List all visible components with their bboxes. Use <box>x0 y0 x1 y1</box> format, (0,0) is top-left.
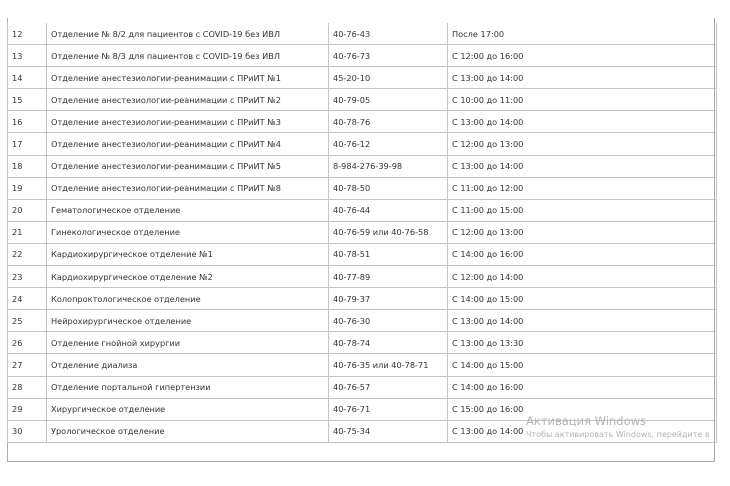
table-row <box>8 155 717 177</box>
department-name: Отделение анестезиологии-реанимации с ПРиИТ №8 <box>47 177 329 199</box>
phone-number: 40-76-43 <box>329 23 448 45</box>
call-time: С 12:00 до 14:00 <box>448 266 717 288</box>
department-name: Гинекологическое отделение <box>47 221 329 243</box>
row-number: 25 <box>8 310 47 332</box>
department-name: Гематологическое отделение <box>47 199 329 221</box>
table-row <box>8 332 717 354</box>
phone-number: 40-75-34 <box>329 420 448 442</box>
department-name: Урологическое отделение <box>47 420 329 442</box>
table-row <box>8 111 717 133</box>
call-time: С 11:00 до 12:00 <box>448 177 717 199</box>
row-number: 15 <box>8 89 47 111</box>
call-time: После 17:00 <box>448 23 717 45</box>
phone-number: 40-76-73 <box>329 45 448 67</box>
schedule-table-body <box>8 23 717 442</box>
row-number: 30 <box>8 420 47 442</box>
table-row <box>8 243 717 265</box>
table-row <box>8 133 717 155</box>
department-name: Колопроктологическое отделение <box>47 288 329 310</box>
table-row <box>8 89 717 111</box>
call-time: С 13:00 до 14:00 <box>448 155 717 177</box>
department-name: Отделение анестезиологии-реанимации с ПРиИТ №2 <box>47 89 329 111</box>
phone-number: 40-76-12 <box>329 133 448 155</box>
table-row <box>8 398 717 420</box>
department-name: Кардиохирургическое отделение №2 <box>47 266 329 288</box>
call-time: С 13:00 до 14:00 <box>448 111 717 133</box>
department-name: Отделение портальной гипертензии <box>47 376 329 398</box>
call-time: С 12:00 до 13:00 <box>448 221 717 243</box>
phone-number: 40-76-59 или 40-76-58 <box>329 221 448 243</box>
row-number: 13 <box>8 45 47 67</box>
department-name: Отделение анестезиологии-реанимации с ПРиИТ №4 <box>47 133 329 155</box>
department-name: Отделение диализа <box>47 354 329 376</box>
call-time: С 14:00 до 16:00 <box>448 243 717 265</box>
call-time: С 11:00 до 15:00 <box>448 199 717 221</box>
phone-number: 40-76-35 или 40-78-71 <box>329 354 448 376</box>
table-row <box>8 288 717 310</box>
row-number: 26 <box>8 332 47 354</box>
table-row <box>8 376 717 398</box>
call-time: С 10:00 до 11:00 <box>448 89 717 111</box>
phone-number: 40-79-37 <box>329 288 448 310</box>
phone-number: 8-984-276-39-98 <box>329 155 448 177</box>
call-time: С 14:00 до 15:00 <box>448 288 717 310</box>
call-time: С 14:00 до 16:00 <box>448 376 717 398</box>
row-number: 29 <box>8 398 47 420</box>
phone-number: 40-78-76 <box>329 111 448 133</box>
table-row <box>8 266 717 288</box>
table-row <box>8 67 717 89</box>
phone-number: 40-79-05 <box>329 89 448 111</box>
department-name: Отделение № 8/3 для пациентов с COVID-19 без ИВЛ <box>47 45 329 67</box>
call-time: С 14:00 до 15:00 <box>448 354 717 376</box>
table-row <box>8 310 717 332</box>
row-number: 14 <box>8 67 47 89</box>
phone-number: 40-78-51 <box>329 243 448 265</box>
table-row <box>8 221 717 243</box>
department-name: Отделение анестезиологии-реанимации с ПРиИТ №5 <box>47 155 329 177</box>
row-number: 12 <box>8 23 47 45</box>
call-time: С 13:00 до 14:00 <box>448 420 717 442</box>
department-name: Отделение № 8/2 для пациентов с COVID-19 без ИВЛ <box>47 23 329 45</box>
table-row <box>8 45 717 67</box>
call-time: С 15:00 до 16:00 <box>448 398 717 420</box>
row-number: 20 <box>8 199 47 221</box>
phone-number: 40-76-30 <box>329 310 448 332</box>
row-number: 23 <box>8 266 47 288</box>
phone-number: 40-76-57 <box>329 376 448 398</box>
call-time: С 13:00 до 13:30 <box>448 332 717 354</box>
schedule-table <box>7 23 717 443</box>
table-row <box>8 177 717 199</box>
watermark-title: Активация Windows <box>526 414 647 428</box>
row-number: 19 <box>8 177 47 199</box>
row-number: 24 <box>8 288 47 310</box>
table-row <box>8 199 717 221</box>
department-name: Отделение анестезиологии-реанимации с ПРиИТ №3 <box>47 111 329 133</box>
phone-number: 40-76-44 <box>329 199 448 221</box>
department-name: Отделение гнойной хирургии <box>47 332 329 354</box>
call-time: С 12:00 до 16:00 <box>448 45 717 67</box>
row-number: 21 <box>8 221 47 243</box>
phone-number: 45-20-10 <box>329 67 448 89</box>
row-number: 28 <box>8 376 47 398</box>
call-time: С 13:00 до 14:00 <box>448 67 717 89</box>
row-number: 27 <box>8 354 47 376</box>
phone-number: 40-78-50 <box>329 177 448 199</box>
table-row <box>8 23 717 45</box>
table-row <box>8 354 717 376</box>
phone-number: 40-78-74 <box>329 332 448 354</box>
department-name: Нейрохирургическое отделение <box>47 310 329 332</box>
department-name: Отделение анестезиологии-реанимации с ПРиИТ №1 <box>47 67 329 89</box>
call-time: С 13:00 до 14:00 <box>448 310 717 332</box>
call-time: С 12:00 до 13:00 <box>448 133 717 155</box>
department-name: Кардиохирургическое отделение №1 <box>47 243 329 265</box>
row-number: 18 <box>8 155 47 177</box>
department-name: Хирургическое отделение <box>47 398 329 420</box>
row-number: 16 <box>8 111 47 133</box>
watermark-subtitle: Чтобы активировать Windows, перейдите в <box>526 430 710 439</box>
table-row <box>8 420 717 442</box>
phone-number: 40-77-89 <box>329 266 448 288</box>
row-number: 22 <box>8 243 47 265</box>
phone-number: 40-76-71 <box>329 398 448 420</box>
row-number: 17 <box>8 133 47 155</box>
